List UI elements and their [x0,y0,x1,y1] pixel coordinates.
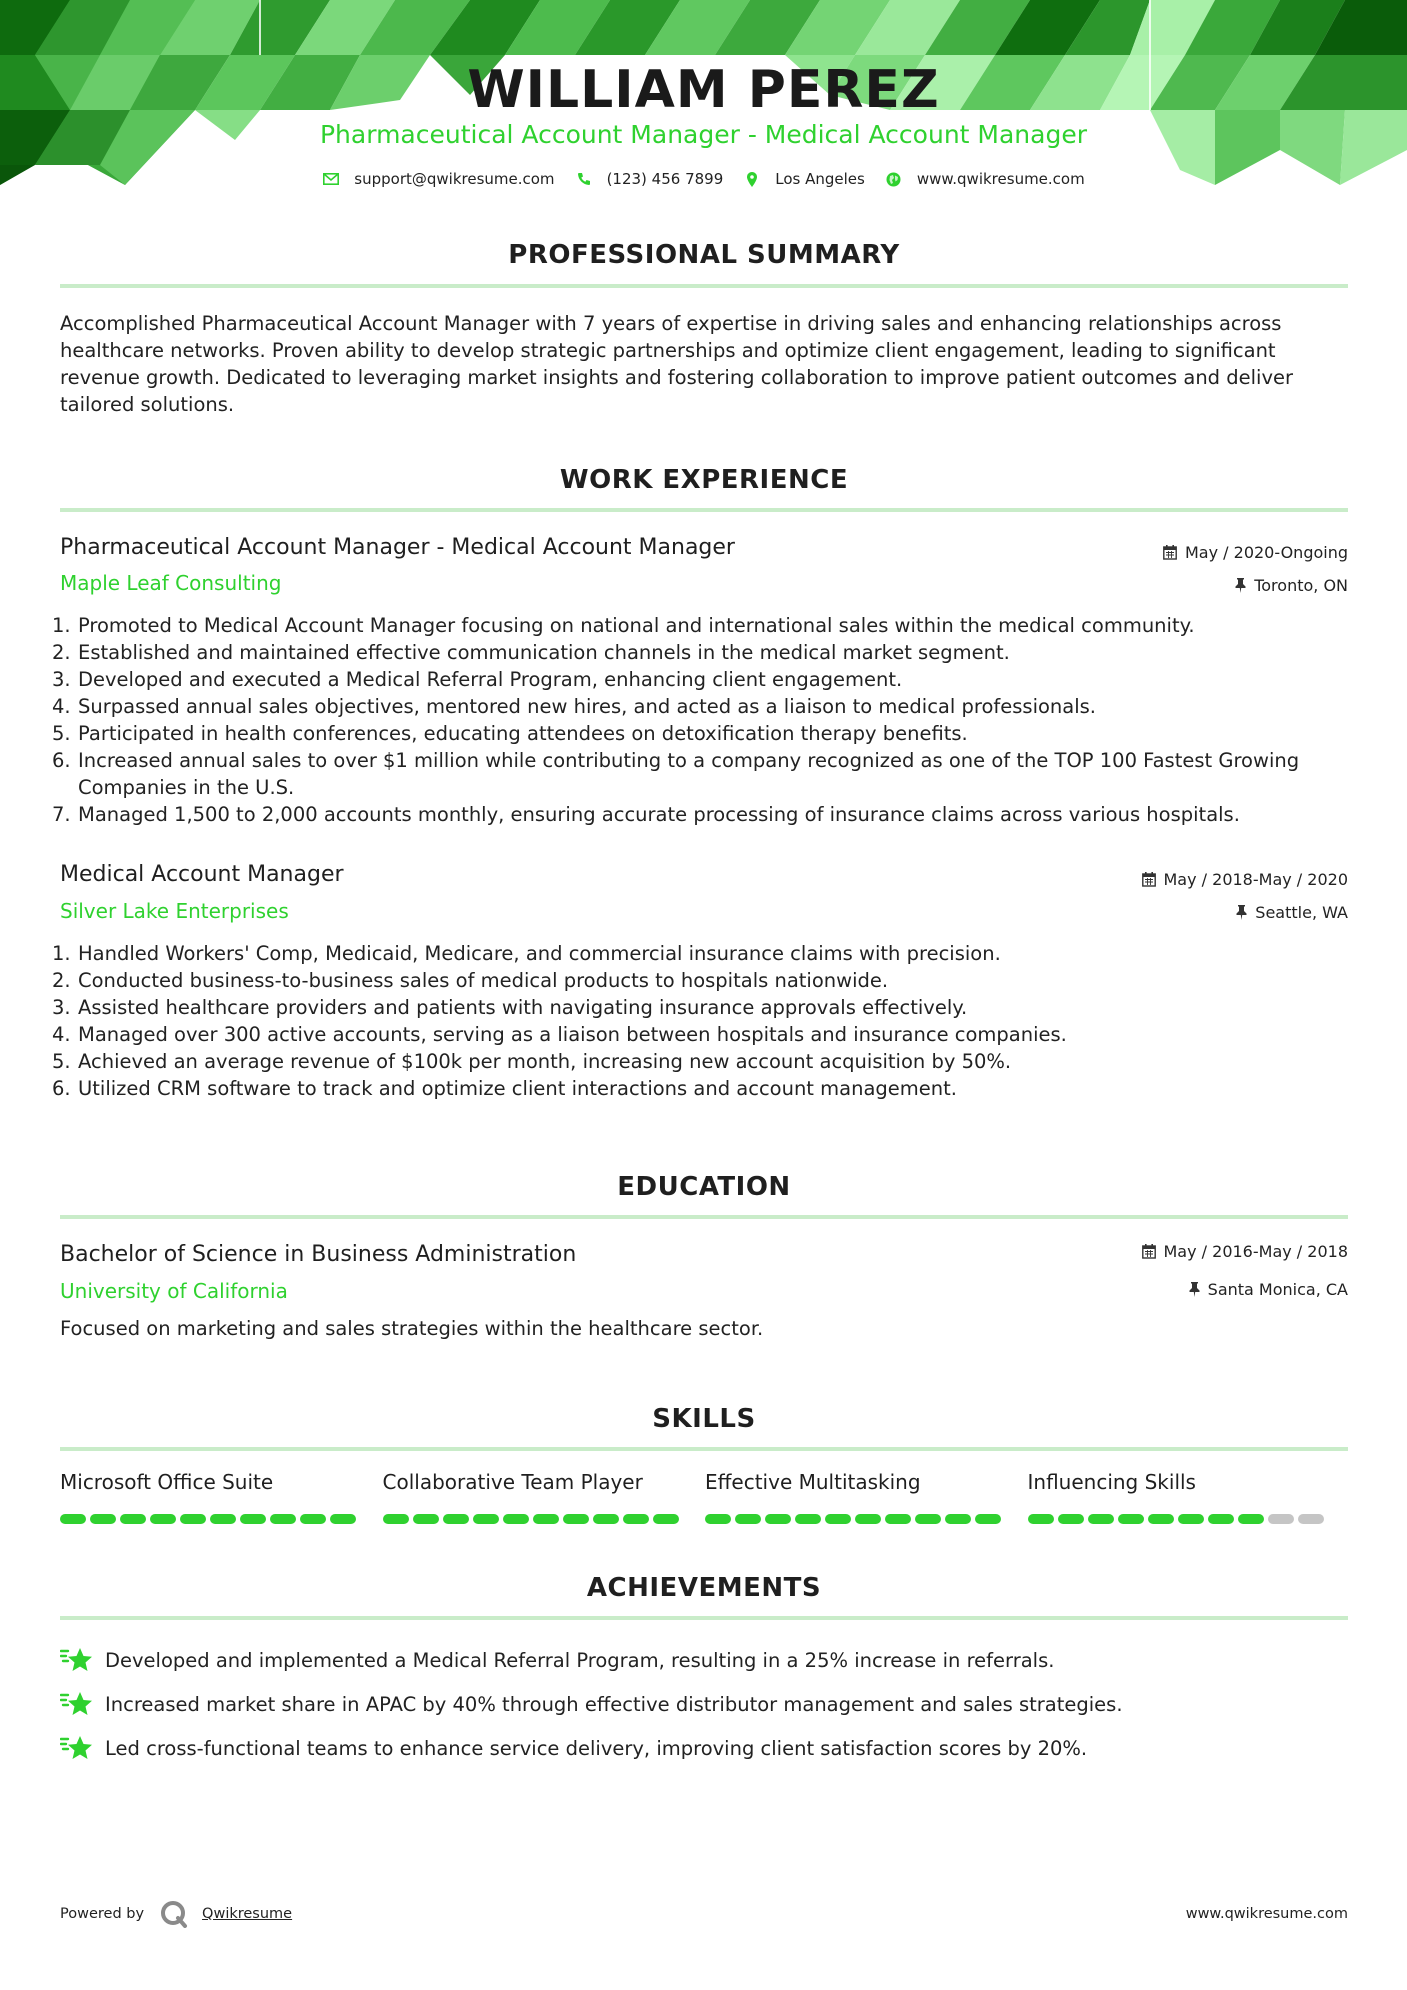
contact-location [743,170,865,188]
globe-icon [885,170,903,188]
skill-label: Influencing Skills [1027,1470,1196,1494]
skill-segment-filled [533,1514,559,1524]
skill-segment-empty [1268,1514,1294,1524]
skill-segment-filled [825,1514,851,1524]
calendar-icon [1142,1244,1156,1259]
summary-text [60,310,1350,418]
pushpin-icon [1235,578,1246,593]
skill-segment-filled [300,1514,326,1524]
list-item: 4. Managed over 300 active accounts, serving as a liaison between hospitals and insurance companies. [52,1023,1067,1046]
education-description: Focused on marketing and sales strategies within the healthcare sector. [60,1317,764,1340]
skill-label: Effective Multitasking [705,1470,921,1494]
skill-level-bar [1028,1514,1351,1524]
skill-segment-filled [503,1514,529,1524]
job-dates [1163,543,1348,562]
skill-segment-filled [60,1514,86,1524]
skill-segment-filled [1238,1514,1264,1524]
skills-row [60,1470,1350,1524]
contact-website-text: www.qwikresume.com [916,170,1085,188]
education-location-text: Santa Monica, CA [1207,1280,1348,1299]
summary-divider [60,284,1348,288]
school-name: University of California [60,1279,288,1303]
experience-heading: WORK EXPERIENCE [559,465,849,495]
contact-phone-text: (123) 456 7899 [606,170,724,188]
job-duties-list [52,940,1348,1102]
achievement-item [60,1689,1350,1719]
skill-segment-filled [563,1514,589,1524]
skill-segment-filled [240,1514,266,1524]
skill-segment-filled [1178,1514,1204,1524]
skill-segment-filled [1058,1514,1084,1524]
list-item: 1. Promoted to Medical Account Manager focusing on national and international sales within the medical community. [52,614,1195,637]
education-divider [60,1215,1348,1219]
powered-by-label: Powered by [60,1906,145,1922]
job-duties-list [52,612,1348,828]
list-item: 3. Developed and executed a Medical Referral Program, enhancing client engagement. [52,668,903,691]
skill-segment-filled [623,1514,649,1524]
achievement-item [60,1645,1350,1675]
skill-segment-filled [593,1514,619,1524]
pushpin-icon [1189,1282,1200,1297]
star-icon [60,1645,94,1675]
summary-line: healthcare networks. Proven ability to develop strategic partnerships and optimize client engagement, leading to significant [60,339,1276,362]
list-item: 5. Participated in health conferences, educating attendees on detoxification therapy benefits. [52,722,968,745]
achievement-text: Increased market share in APAC by 40% through effective distributor management and sales strategies. [105,1692,1123,1716]
education-dates [1142,1242,1349,1261]
skill-segment-filled [150,1514,176,1524]
degree-title: Bachelor of Science in Business Administration [60,1242,577,1267]
skill-segment-filled [945,1514,971,1524]
job-dates [1142,870,1349,889]
experience-divider [60,508,1348,512]
education-location [1189,1280,1348,1299]
skill-segment-filled [383,1514,409,1524]
achievements-heading: ACHIEVEMENTS [586,1573,822,1603]
skill-segment-filled [915,1514,941,1524]
map-marker-icon [743,170,761,188]
qwikresume-logo-icon [160,1900,188,1928]
list-item: 6. Increased annual sales to over $1 million while contributing to a company recognized as one of the TOP 100 Fastest Growing Companies in the U.S. [52,749,1300,799]
education-dates-text: May / 2016-May / 2018 [1163,1242,1348,1261]
skill-item [1028,1470,1351,1524]
skills-divider [60,1447,1348,1451]
candidate-title: Pharmaceutical Account Manager - Medical Account Manager [319,120,1087,149]
skill-segment-filled [1118,1514,1144,1524]
contact-row [0,170,1407,188]
skill-segment-filled [1028,1514,1054,1524]
job-location-text: Toronto, ON [1254,576,1348,595]
skill-level-bar [383,1514,706,1524]
contact-email[interactable] [322,170,554,188]
skill-segment-filled [855,1514,881,1524]
skill-item [705,1470,1028,1524]
footer-website-link[interactable]: www.qwikresume.com [1185,1906,1348,1922]
summary-line: Accomplished Pharmaceutical Account Manager with 7 years of expertise in driving sales and enhancing relationships across [60,312,1282,335]
summary-line: revenue growth. Dedicated to leveraging market insights and fostering collaboration to improve patient outcomes and deliver [60,366,1294,389]
pushpin-icon [1236,905,1247,920]
job-location [1235,576,1348,595]
skill-segment-filled [1208,1514,1234,1524]
skill-segment-filled [90,1514,116,1524]
envelope-icon [322,170,340,188]
list-item: 1. Handled Workers' Comp, Medicaid, Medicare, and commercial insurance claims with precision. [52,942,1001,965]
skill-segment-filled [795,1514,821,1524]
list-item: 2. Conducted business-to-business sales of medical products to hospitals nationwide. [52,969,889,992]
skill-segment-filled [270,1514,296,1524]
achievements-divider [60,1616,1348,1620]
skill-segment-filled [443,1514,469,1524]
skill-label: Collaborative Team Player [382,1470,643,1494]
skill-segment-filled [1148,1514,1174,1524]
phone-icon [575,170,593,188]
skill-segment-filled [735,1514,761,1524]
candidate-name: WILLIAM PEREZ [467,60,940,120]
list-item: 3. Assisted healthcare providers and patients with navigating insurance approvals effectively. [52,996,968,1019]
skill-segment-filled [180,1514,206,1524]
job-title: Pharmaceutical Account Manager - Medical Account Manager [60,535,735,560]
skill-level-bar [60,1514,383,1524]
star-icon [60,1733,94,1763]
skill-segment-filled [885,1514,911,1524]
skill-item [60,1470,383,1524]
contact-location-text: Los Angeles [775,170,865,188]
job-dates-text: May / 2018-May / 2020 [1163,870,1348,889]
list-item: 2. Established and maintained effective communication channels in the medical market segment. [52,641,1010,664]
list-item: 7. Managed 1,500 to 2,000 accounts monthly, ensuring accurate processing of insurance claims across various hospitals. [52,803,1240,826]
company-name: Silver Lake Enterprises [60,899,289,923]
skill-segment-filled [413,1514,439,1524]
achievement-text: Led cross-functional teams to enhance service delivery, improving client satisfaction scores by 20%. [105,1736,1088,1760]
skill-segment-filled [473,1514,499,1524]
list-item: 5. Achieved an average revenue of $100k per month, increasing new account acquisition by 50%. [52,1050,1012,1073]
skill-segment-filled [705,1514,731,1524]
summary-heading: PROFESSIONAL SUMMARY [508,240,900,270]
contact-phone[interactable] [575,170,724,188]
job-dates-text: May / 2020-Ongoing [1185,543,1348,562]
achievement-item [60,1733,1350,1763]
powered-by [60,1900,292,1928]
calendar-icon [1163,545,1177,560]
summary-line: tailored solutions. [60,393,235,416]
footer [60,1900,1348,1928]
contact-website[interactable] [885,170,1085,188]
skill-segment-filled [210,1514,236,1524]
skill-segment-filled [975,1514,1001,1524]
skill-segment-filled [120,1514,146,1524]
contact-email-text: support@qwikresume.com [354,170,555,188]
education-heading: EDUCATION [617,1172,791,1202]
job-title: Medical Account Manager [60,862,344,887]
skill-label: Microsoft Office Suite [60,1470,274,1494]
skills-heading: SKILLS [652,1404,756,1434]
skill-segment-filled [330,1514,356,1524]
job-location-text: Seattle, WA [1255,903,1348,922]
skill-segment-empty [1298,1514,1324,1524]
skill-segment-filled [765,1514,791,1524]
calendar-icon [1142,872,1156,887]
skill-segment-filled [653,1514,679,1524]
star-icon [60,1689,94,1719]
list-item: 6. Utilized CRM software to track and optimize client interactions and account management. [52,1077,957,1100]
list-item: 4. Surpassed annual sales objectives, mentored new hires, and acted as a liaison to medical professionals. [52,695,1096,718]
skill-level-bar [705,1514,1028,1524]
skill-segment-filled [1088,1514,1114,1524]
company-name: Maple Leaf Consulting [60,571,282,595]
achievement-text: Developed and implemented a Medical Referral Program, resulting in a 25% increase in referrals. [105,1648,1055,1672]
skill-item [383,1470,706,1524]
job-location [1236,903,1348,922]
qwikresume-link[interactable]: Qwikresume [202,1906,293,1922]
